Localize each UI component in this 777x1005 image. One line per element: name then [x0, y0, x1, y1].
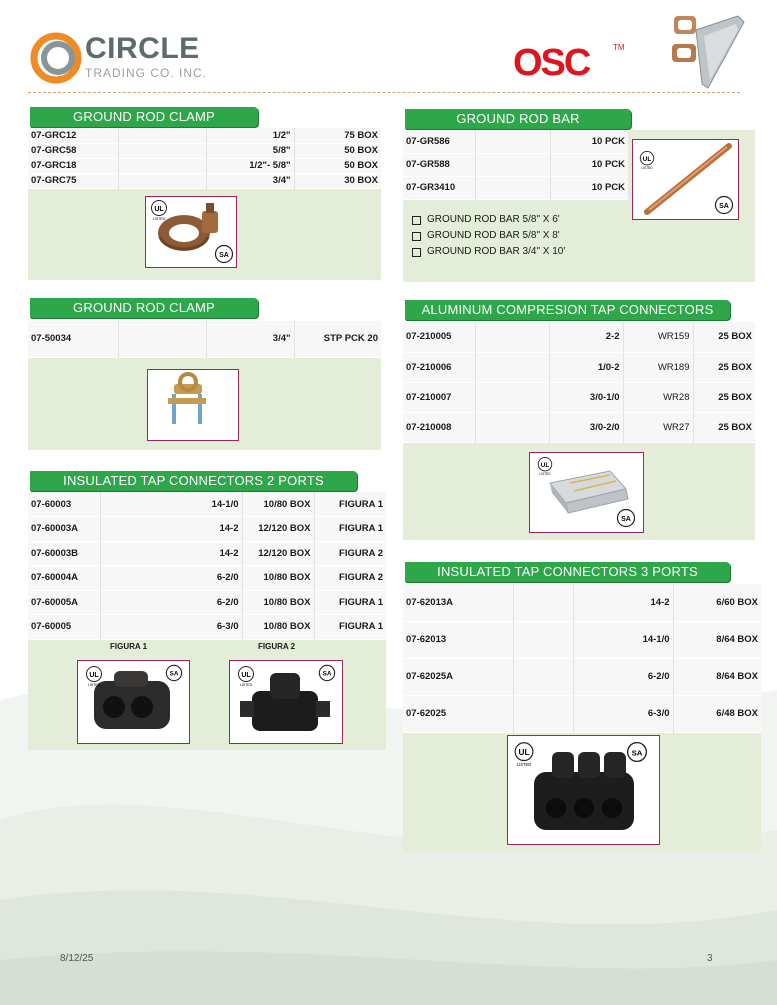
figura-2-label: FIGURA 2 — [258, 642, 296, 651]
table-row — [403, 658, 761, 695]
cell-_s1 — [513, 658, 573, 695]
cell-fig: FIGURA 1 — [339, 596, 383, 608]
csa-text: SA — [621, 516, 631, 523]
cell-model: WR159 — [623, 322, 693, 352]
cell-size: 5/8" — [206, 143, 294, 158]
cell-pack: 10/80 BOX — [242, 492, 314, 517]
csa-icon — [616, 508, 636, 528]
cell-fig: FIGURA 1 — [339, 498, 383, 510]
cell-pack: 6/60 BOX — [716, 596, 758, 608]
cell-range: 14-1/0 — [100, 492, 242, 517]
cell-pack: 6/48 BOX — [716, 708, 758, 719]
cell-model: WR189 — [623, 352, 693, 382]
cell-code: 07-60003 — [28, 492, 100, 517]
logo-main-text: CIRCLE — [85, 32, 200, 65]
csa-icon — [626, 741, 648, 763]
ul-text: UL — [241, 672, 251, 679]
ground-rod-clamp-table — [28, 128, 381, 189]
cell-_s1 — [475, 352, 549, 382]
csa-text: SA — [169, 670, 179, 678]
cell-code: 07-GRC58 — [28, 143, 118, 158]
cell-_s1 — [513, 695, 573, 732]
table-row — [403, 382, 755, 412]
bullet-item: GROUND ROD BAR 5/8" X 8' — [412, 228, 565, 244]
cell-code: 07-210006 — [403, 352, 475, 382]
insulated-2-table — [28, 492, 386, 640]
cell-fig: FIGURA 1 — [339, 621, 383, 633]
cell-_s1 — [118, 128, 206, 143]
footer-date: 8/12/25 — [60, 953, 94, 964]
cell-_s1 — [475, 412, 549, 442]
ground-rod-bar-bullets — [412, 212, 565, 260]
ul-text: UL — [642, 155, 652, 163]
cell-pack: 10 PCK — [591, 182, 625, 193]
bullet-item: GROUND ROD BAR 5/8" X 6' — [412, 212, 565, 228]
table-row — [28, 566, 386, 591]
table-row — [403, 322, 755, 352]
checkbox-icon — [412, 232, 421, 241]
checkbox-icon — [412, 248, 421, 257]
ground-rod-clamp-2-title: GROUND ROD CLAMP — [30, 298, 258, 318]
cell-_s1 — [513, 621, 573, 658]
cell-code: 07-60003A — [28, 517, 100, 542]
cell-pack: 30 BOX — [344, 175, 378, 186]
cell-code: 07-60005A — [28, 590, 100, 615]
table-row — [28, 173, 381, 188]
cell-range: 1/0-2 — [549, 352, 623, 382]
ul-text: UL — [540, 461, 550, 469]
cell-pack: 50 BOX — [344, 145, 378, 156]
circle-trading-logo — [30, 30, 230, 88]
ul-listed-icon — [84, 665, 104, 687]
cell-range: 14-2 — [573, 584, 673, 621]
table-row — [28, 321, 381, 357]
cell-size: 1/2"- 5/8" — [206, 158, 294, 173]
cell-size: 3/4" — [206, 173, 294, 188]
cell-_s1 — [118, 143, 206, 158]
circle-logo-icon — [30, 32, 82, 84]
table-row — [28, 517, 386, 542]
aluminum-tap-title: ALUMINUM COMPRESION TAP CONNECTORS — [405, 300, 730, 320]
table-row — [403, 153, 628, 176]
ul-text: UL — [89, 672, 99, 679]
cell-pack: 25 BOX — [718, 421, 752, 433]
ul-listed-icon — [536, 456, 554, 476]
cell-pack: 25 BOX — [718, 361, 752, 373]
cell-model: WR28 — [623, 382, 693, 412]
table-row — [28, 158, 381, 173]
ground-rod-clamp-2-image — [147, 369, 239, 441]
csa-text: SA — [219, 252, 229, 259]
ul-listed-icon — [149, 199, 169, 221]
cell-code: 07-62025A — [403, 658, 513, 695]
cell-_s1 — [475, 322, 549, 352]
insulated-3-title: INSULATED TAP CONNECTORS 3 PORTS — [405, 562, 730, 582]
table-row — [403, 412, 755, 442]
csa-icon — [165, 664, 183, 682]
figura-1-label: FIGURA 1 — [110, 642, 148, 651]
page-number: 3 — [707, 953, 713, 964]
cell-range: 6-3/0 — [100, 615, 242, 640]
cell-pack: 25 BOX — [718, 331, 752, 343]
cell-range: 6-2/0 — [100, 566, 242, 591]
table-row — [403, 621, 761, 658]
cell-code: 07-50034 — [28, 321, 118, 357]
insulated-2-title: INSULATED TAP CONNECTORS 2 PORTS — [30, 471, 357, 491]
cell-fig: FIGURA 1 — [339, 523, 383, 535]
ul-listed-icon — [512, 741, 536, 767]
cell-code: 07-GR3410 — [403, 176, 475, 199]
insulated-3-table — [403, 584, 761, 733]
cell-code: 07-210008 — [403, 412, 475, 442]
cell-_s1 — [118, 158, 206, 173]
cell-pack: 10 PCK — [591, 135, 625, 147]
ground-rod-clamp-title: GROUND ROD CLAMP — [30, 107, 258, 127]
cell-pack: 75 BOX — [344, 129, 378, 141]
clamp-product-image — [668, 10, 746, 90]
table-row — [28, 615, 386, 640]
cell-fig: FIGURA 2 — [339, 572, 383, 584]
table-row — [28, 541, 386, 566]
ul-listed-icon — [236, 665, 256, 687]
cell-code: 07-62013A — [403, 584, 513, 621]
logo-sub-text: TRADING CO. INC. — [85, 66, 208, 80]
cell-code: 07-62025 — [403, 695, 513, 732]
cell-_s1 — [475, 130, 550, 153]
cell-code: 07-210007 — [403, 382, 475, 412]
cell-fig: FIGURA 2 — [339, 547, 383, 559]
cell-range: 14-2 — [100, 517, 242, 542]
osc-logo — [503, 38, 633, 85]
bullet-item: GROUND ROD BAR 3/4" X 10' — [412, 244, 565, 260]
table-row — [403, 695, 761, 732]
csa-icon — [714, 195, 734, 215]
table-row — [28, 590, 386, 615]
ul-listed-text: LISTED — [539, 472, 551, 476]
cell-pack: 12/120 BOX — [242, 517, 314, 542]
ul-text: UL — [154, 206, 164, 213]
cell-pack: 8/64 BOX — [716, 634, 758, 645]
cell-pack: 10/80 BOX — [242, 615, 314, 640]
cell-_s1 — [475, 382, 549, 412]
checkbox-icon — [412, 216, 421, 225]
osc-tm-text: TM — [613, 43, 625, 52]
csa-icon — [318, 664, 336, 682]
csa-text: SA — [322, 670, 332, 678]
cell-range: 3/0-1/0 — [549, 382, 623, 412]
header-divider — [28, 92, 740, 93]
cell-range: 6-2/0 — [573, 658, 673, 695]
csa-icon — [214, 244, 234, 264]
table-row — [403, 352, 755, 382]
cell-code: 07-GRC75 — [28, 173, 118, 188]
csa-text: SA — [719, 203, 729, 210]
cell-range: 3/0-2/0 — [549, 412, 623, 442]
cell-pack: 8/64 BOX — [716, 671, 758, 682]
ground-rod-clamp-2-table — [28, 321, 381, 358]
cell-code: 07-GRC12 — [28, 128, 118, 143]
ul-text: UL — [518, 748, 530, 758]
aluminum-tap-table — [403, 322, 755, 443]
cell-range: 6-3/0 — [573, 695, 673, 732]
ul-listed-text: LISTED — [239, 683, 253, 687]
cell-pack: 50 BOX — [344, 160, 378, 171]
cell-size: 3/4" — [206, 321, 294, 357]
ul-listed-text: LISTED — [87, 683, 101, 687]
cell-range: 14-2 — [100, 541, 242, 566]
cell-code: 07-60005 — [28, 615, 100, 640]
cell-code: 07-60004A — [28, 566, 100, 591]
table-row — [28, 143, 381, 158]
cell-range: 2-2 — [549, 322, 623, 352]
table-row — [403, 584, 761, 621]
cell-code: 07-GRC18 — [28, 158, 118, 173]
cell-pack: 10 PCK — [591, 159, 625, 170]
cell-code: 07-GR586 — [403, 130, 475, 153]
cell-_s1 — [475, 153, 550, 176]
table-row — [28, 128, 381, 143]
table-row — [403, 176, 628, 199]
ul-listed-icon — [638, 150, 656, 170]
cell-model: WR27 — [623, 412, 693, 442]
cell-size: 1/2" — [206, 128, 294, 143]
cell-code: 07-60003B — [28, 541, 100, 566]
cell-range: 6-2/0 — [100, 590, 242, 615]
ul-listed-text: LISTED — [152, 217, 166, 221]
cell-pack: 12/120 BOX — [242, 541, 314, 566]
osc-logo-text: OSC — [513, 42, 590, 84]
table-row — [28, 492, 386, 517]
cell-pack: 10/80 BOX — [242, 566, 314, 591]
csa-text: SA — [631, 748, 643, 758]
cell-code: 07-62013 — [403, 621, 513, 658]
cell-_s1 — [118, 173, 206, 188]
cell-_s1 — [475, 176, 550, 199]
cell-_s1 — [513, 584, 573, 621]
cell-pack: 25 BOX — [718, 391, 752, 403]
cell-pack: STP PCK 20 — [323, 333, 378, 345]
cell-pack: 10/80 BOX — [242, 590, 314, 615]
ground-rod-bar-title: GROUND ROD BAR — [405, 109, 631, 129]
cell-range: 14-1/0 — [573, 621, 673, 658]
cell-code: 07-GR588 — [403, 153, 475, 176]
ground-rod-bar-table — [403, 130, 628, 200]
table-row — [403, 130, 628, 153]
cell-code: 07-210005 — [403, 322, 475, 352]
cell-_s1 — [118, 321, 206, 357]
ul-listed-text: LISTED — [641, 166, 653, 170]
ul-listed-text: LISTED — [516, 761, 532, 767]
